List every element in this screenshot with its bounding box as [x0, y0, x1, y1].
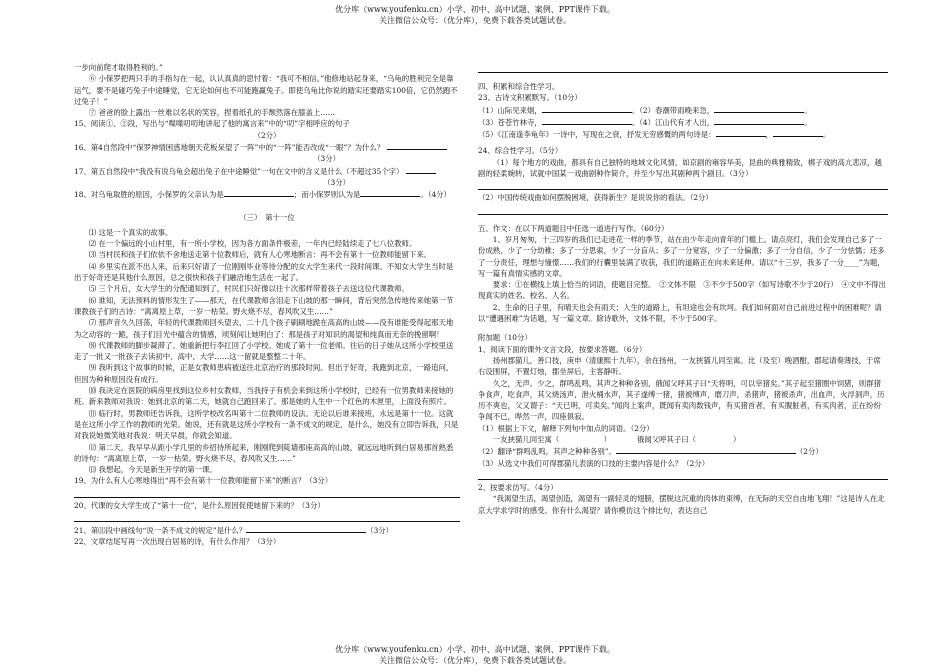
question-21: 21、第⑾段中画线句“说一条不成文的规定”是什么？ （3分） — [74, 525, 394, 535]
question-23-row-3: （5）《江南逢李龟年》一诗中，写现在之衰，抒发无穷感慨的两句诗是： ， 。 — [478, 130, 831, 140]
classical-text: 久之，无声。少之，群鸣乱鸣，其声之种种各别，俄闻父呼其子曰“天将明，可以宰猪矣。”其子起至猪圈中饲猪，则群猪争食声，吃食声，其父烧汤声，泄火桶水声，其子遂缚一猪，猪被缚声，磨刀声，杀猪声，猪被杀声，出血声，火浮洞声，历历不爽也，父又谓子：“天已明，可卖矣。”闻肉上案声，既闻有卖肉数钱声，有买猪首者，有买腹脏者，有买肉者，正在纷纷争闻不已，哗然一声，四座俱寂。 — [478, 378, 885, 422]
question-15: 15、阅读①、②段，写出与“喋喋叨叨地讲起了他的寓言来”中的“叨”字相呼应的句子 — [74, 119, 350, 129]
section-4-title: 四、积累和综合性学习。 — [478, 82, 560, 91]
paragraph: ⑾ 临行时，男教师还告诉我，这所学校改名叫第十二位教师的设法。无论以后谁来接班，永远是第十一位。这就是在这所小学工作的教师的光荣。她说，还有就是这所小学校有一条不成文的规定，是什么，她没有立即告诉我，只是对我说她微笑地对我说：明天早晨，你就会知道。 — [74, 408, 459, 441]
section-5-title: 五、作文：在以下两道题目中任选一道进行写作。（60分） — [478, 223, 669, 233]
answer-blank[interactable] — [224, 188, 294, 197]
paragraph: ⑹ 谁知，无法预料的情形发生了——那天，在代课教师含泪走下山坡的那一瞬间，背后突然急传地传来她第一节课教孩子们的古诗：“离离原上草，一岁一枯荣。野火烧不尽，春风吹又生……” — [74, 295, 454, 316]
question-23-row-2: （3）苍苍竹林寺， 。（4）江山代有才人出， 。 — [478, 117, 812, 127]
paragraph: 一步向前爬才取得胜利的。” — [74, 63, 163, 72]
paragraph: ⑽ 我决定在医院的病房里找到这位乡村女教师，当我持子有机会来到这所小学校时，已经有一位男教师来接她的班。新来教师对我说：她到北京的第二天，她就自己跑回来了。那是她的人生中一个红色的木匣里，上面没有照片。 — [74, 386, 454, 407]
answer-line[interactable] — [478, 205, 888, 215]
question-23-row-1: （1）山际见来烟， 。（2）春潮带雨晚来急， 。 — [478, 105, 812, 115]
header-line-2: 关注微信公众号：（优分库），免费下载各类试题试卷。 — [379, 16, 571, 25]
classical-text: 扬州郡猫儿，善口技，庚申（清康熙十九年），余在扬州，一友挟猫儿同至寓。比（及至）晚酒酣，郡起请奏薄技，于席右设围屏，不置灯烛，郡坐屏后，主客静听。 — [478, 355, 881, 377]
footer-line-2: 关注微信公众号：（优分库），免费下载各类试题试卷。 — [379, 656, 571, 665]
answer-line[interactable] — [74, 488, 460, 498]
paragraph: ⑶ 当村民和孩子们依依不舍地送走第十位教师后，就有人心寒地断言：再不会有第十一位教师能留下来。 — [88, 250, 432, 260]
bonus-q1-part-1: （1）根据上下文，解释下列句中加点的词语。（2分） — [478, 423, 654, 433]
paragraph: ⑻ 代课教师的脚步凝滞了。她重新把行李扛回了小学校。她成了第十一位老师。往后的日子她从这所小学校里送走了一批又一批孩子去读初中、高中、大学……这一留就是整整二十年。 — [74, 340, 454, 362]
bonus-q1-part-3: （3）从选文中我们可得郡猫儿表演的口技的主要内容是什么？（2分） — [478, 458, 710, 468]
paragraph: ⑼ 我听到这个故事的时候，正是女教师患病被送往北京治疗的那段时间。但出于好奇，我跑到北京，一路追问，但因为种种原因没有成行。 — [74, 363, 454, 384]
answer-blank[interactable] — [406, 165, 436, 174]
question-22: 22、文章结尾写再一次出现白居易的诗，有什么作用？（3分） — [74, 537, 281, 547]
essay-prompt-2: 2、生命的日子里，有晴天也会有雨天；人生的道路上，有坦途也会有坎坷。我们如何面对自己前进过程中的困难呢？请以“遭遇困难”为话题，写一篇文章。除诗歌外，文体不限，不少于500字。 — [478, 302, 882, 324]
right-column — [478, 62, 888, 637]
answer-blank[interactable] — [542, 104, 632, 113]
answer-blank[interactable] — [542, 116, 632, 125]
essay-prompt-1: 1、岁月匆匆，十三四岁的我们已走进花一样的季节，站在由少年走向青年的门槛上。请点亮灯，我们会发现自己多了一份成熟，少了一分幼稚；多了一分思索，少了一分盲从；多了一分宽容，少了一分偏激；多了一分自信，少了一分怯懦；还多了一分责任，理想与憧憬……我们的行囊里装满了收获，我们的道路正在向未来延伸。请以“十三岁，我多了一分____”为题，写一篇有真情实感的文章。 — [478, 234, 885, 278]
paragraph: ⑷ 乡里实在派不出人来，后来只好请了一位刚刚毕业等待分配的女大学生来代一段时间课。不知女大学生当时是出于好奇还是其他什么原因，总之很快和孩子们融洽地生活在一起了。 — [74, 261, 454, 283]
answer-blank[interactable] — [246, 524, 366, 533]
answer-line[interactable] — [478, 470, 888, 480]
page-footer — [0, 644, 950, 666]
left-column — [74, 62, 460, 610]
answer-blank[interactable] — [716, 128, 766, 137]
paragraph: ⑴ 这是一个真实的故事。 — [88, 227, 173, 237]
answer-blank[interactable] — [714, 116, 804, 125]
paragraph: ⑿ 第二天，我早早从距小学几里的乡招待所起来，刚刚爬到陡墙那座高高的山坡，就远远地听到白居易那首熟悉的诗句：“离离原上草，一岁一枯荣。野火烧不尽，春风吹又生……” — [74, 442, 454, 463]
question-24-part-2: （2）中国传统戏曲如何摆脱困境，获得新生？是说说你的看法。（2分） — [478, 193, 713, 203]
question-18: 18、对乌龟取胜的原因，小保罗的父亲认为是 ；而小保罗则认为是 。（4分） — [74, 190, 451, 200]
paragraph: ⑥ 小保罗把两只手的手指勾在一起，认认真真的思忖着：“我可不相信。”他修地站起身来，“乌龟的胜利完全是靠运气，要不是碰巧兔子中途睡觉，它无论如何也不可能跑赢兔子。即使乌龟比你说的踏实还要踏实100倍，它仍然跑不过兔子！” — [74, 74, 458, 106]
bonus-title: 附加题（10分） — [478, 333, 532, 343]
answer-blank[interactable] — [616, 445, 796, 454]
bonus-q1-part-1-items: 一友挟猫儿同至寓（ ） 俄闻父呼其子曰（ ） — [492, 435, 741, 445]
page-header — [0, 4, 950, 26]
answer-line[interactable] — [74, 512, 460, 522]
answer-blank[interactable] — [387, 141, 447, 150]
answer-line[interactable] — [478, 63, 888, 73]
paragraph: ⑸ 三个月后，女大学生的分配通知到了，村民们只好像以往十次那样带着孩子去送这位代课教师。 — [88, 284, 409, 294]
answer-line[interactable] — [478, 180, 888, 190]
question-17-score: （3分） — [323, 177, 350, 187]
question-16: 16、第4自然段中“保罗神情困惑地朝天花板呆望了一阵”中的“一阵”能否改成“一眼”？为什么？ — [74, 141, 460, 153]
answer-blank[interactable] — [714, 104, 804, 113]
section-title: （三） 第十一位 — [239, 212, 295, 222]
bonus-q1-part-2: （2）翻译“群鸣乱鸣，其声之种种各别”。 （2分） — [478, 447, 823, 457]
paragraph: ⑦ 爸爸的脸上露出一丝难以名状的笑容，捏着纸孔的手颓然落在膝盖上…… — [88, 108, 336, 118]
question-19: 19、为什么有人心寒地得出“再不会有第十一位教师能留下来”的断言？（3分） — [74, 476, 333, 486]
question-16-score: （3分） — [313, 154, 340, 164]
footer-line-1: 优分库（www.youfenku.cn）小学、初中、高中试题、案例、PPT课件下载。 — [335, 645, 615, 654]
question-24-part-1: （1）每个地方的戏曲，都具有自己独特的地域文化风情，如京剧的雍容华美，昆曲的典雅精致，梆子戏的高亢悲凉，越剧的轻柔婉转，试就中国某一戏曲剧种作简介，并至少写出其剧种两个剧目。（3分） — [478, 157, 882, 179]
question-23: 23、古诗文积累默写。（10分） — [478, 93, 582, 103]
question-20: 20、代课的女大学生成了“第十一位”，是什么原因促使她留下来的？（3分） — [74, 500, 325, 510]
question-24: 24、综合性学习。（5分） — [478, 146, 563, 156]
question-15-score: （2分） — [253, 130, 281, 140]
header-line-1: 优分库（www.youfenku.cn）小学、初中、高中试题、案例、PPT课件下载。 — [335, 5, 615, 14]
paragraph: ⑵ 在一个偏远的小山村里，有一所小学校，因为各方面条件极差，一年内已经陆续走了七八位教师。 — [88, 239, 417, 249]
question-17: 17、第五自然段中“我没有说乌龟会超出兔子在中途睡觉”一句在文中的含义是什么（不超过35个字） — [74, 165, 460, 177]
bonus-q2-text: “我渴望生活，渴望创造，渴望有一副轻灵的翅膀，摆脱这沉重的肉体的束缚，在无际的天空自由地飞翔！”这是诗人在北京大学求学时的感受。你有什么渴望？请你模仿这个排比句，表达自己 — [478, 494, 885, 515]
paragraph: ⒀ 我想起，今天是新生开学的第一课。 — [88, 465, 217, 475]
paragraph: ⑺ 那声音久久回荡，年轻的代课教师回头望去，二十几个孩子刷刷地跪在高高的山坡——没有谁能受得起那天地为之动容的一跪，孩子们目光中蕴含的情感，顷刻间让她明白了：那是孩子对知识的渴望和纯真而无奈的挽留啊！ — [74, 318, 454, 339]
bonus-question-1: 1、阅读下面的课外文言文段，按要求答题。（6分） — [478, 344, 647, 354]
essay-requirements: 要求：①在横线上填上恰当的词语，使题目完整。 ②文体不限 ③不少于500字（如写诗歌不少于20行） ④文中不得出现真实的姓名、校名、人名。 — [478, 280, 886, 301]
answer-blank[interactable] — [360, 188, 420, 197]
bonus-question-2: 2、按要求仿写。（4分） — [478, 482, 558, 492]
answer-blank[interactable] — [773, 128, 823, 137]
